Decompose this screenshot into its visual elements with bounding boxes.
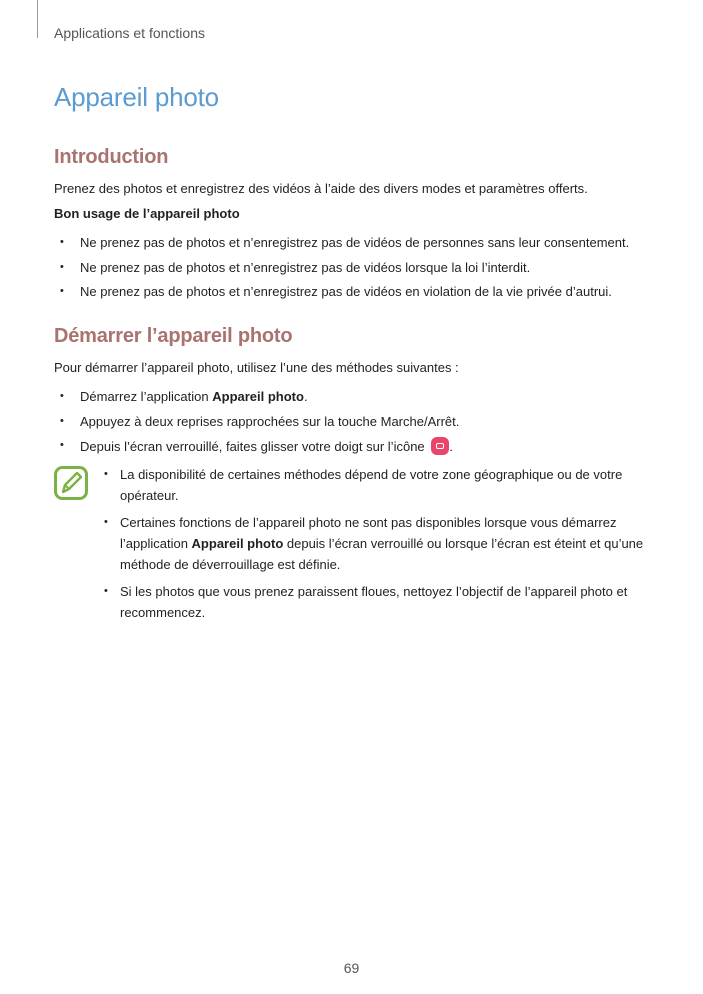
- intro-paragraph: Prenez des photos et enregistrez des vidéos à l’aide des divers modes et paramètres offerts.: [54, 181, 588, 196]
- page-title: Appareil photo: [54, 82, 219, 112]
- list-item: [100, 581, 660, 623]
- bullet-text: Appuyez à deux reprises rapprochées sur la touche Marche/Arrêt.: [80, 413, 460, 429]
- bullet-marker: •: [60, 439, 64, 451]
- bullet-text: Ne prenez pas de photos et n’enregistrez pas de vidéos lorsque la loi l’interdit.: [80, 259, 531, 275]
- list-item: [54, 259, 629, 284]
- note-text-bold: Appareil photo: [191, 536, 284, 551]
- bullet-marker: •: [60, 414, 64, 427]
- list-item: [54, 413, 459, 438]
- note-text: La disponibilité de certaines méthodes dépend de votre zone géographique ou de votre opérateur.: [120, 467, 623, 503]
- start-paragraph: Pour démarrer l’appareil photo, utilisez l’une des méthodes suivantes :: [54, 360, 459, 375]
- bullet-text: Depuis l’écran verrouillé, faites glisser votre doigt sur l’icône: [80, 439, 429, 454]
- list-item: [54, 388, 459, 413]
- list-item: [54, 437, 459, 462]
- bullet-marker: •: [104, 468, 108, 480]
- section-title-start-camera: Démarrer l’appareil photo: [54, 325, 293, 347]
- bullet-text-bold: Appareil photo: [212, 389, 304, 404]
- header-divider: [37, 0, 38, 38]
- list-item: [54, 283, 629, 308]
- bullet-text: Ne prenez pas de photos et n’enregistrez pas de vidéos de personnes sans leur consentement.: [80, 235, 630, 250]
- camera-app-icon: [431, 437, 449, 455]
- bullet-text: .: [449, 439, 453, 454]
- note-text: Si les photos que vous prenez paraissent floues, nettoyez l’objectif de l’appareil photo et recommencez.: [120, 584, 628, 620]
- bullet-text: Ne prenez pas de photos et n’enregistrez pas de vidéos en violation de la vie privée d’autrui.: [80, 284, 612, 299]
- bullet-marker: •: [104, 585, 108, 597]
- bullet-marker: •: [60, 260, 64, 273]
- list-item: [100, 464, 660, 506]
- intro-subheading: Bon usage de l’appareil photo: [54, 206, 240, 221]
- note-pencil-icon: [54, 466, 88, 500]
- note-list: [100, 464, 660, 629]
- bullet-marker: •: [104, 516, 108, 528]
- bullet-marker: •: [60, 236, 64, 248]
- bullet-marker: •: [60, 390, 64, 402]
- bullet-marker: •: [60, 285, 64, 297]
- section-title-introduction: Introduction: [54, 146, 169, 168]
- bullet-text: Démarrez l’application: [80, 389, 213, 404]
- note-text: depuis l’écran verrouillé ou lorsque l’écran est éteint et qu’une méthode de déverrouillage est définie.: [120, 536, 644, 572]
- page-number: 69: [343, 960, 360, 976]
- start-bullet-list: [54, 388, 459, 462]
- note-text: Certaines fonctions de l’appareil photo ne sont pas disponibles lorsque vous démarrez l’application: [120, 515, 617, 551]
- list-item: [54, 234, 629, 259]
- intro-bullet-list: [54, 234, 629, 308]
- list-item: [100, 512, 660, 575]
- bullet-text: .: [303, 389, 308, 404]
- running-header: Applications et fonctions: [54, 25, 205, 41]
